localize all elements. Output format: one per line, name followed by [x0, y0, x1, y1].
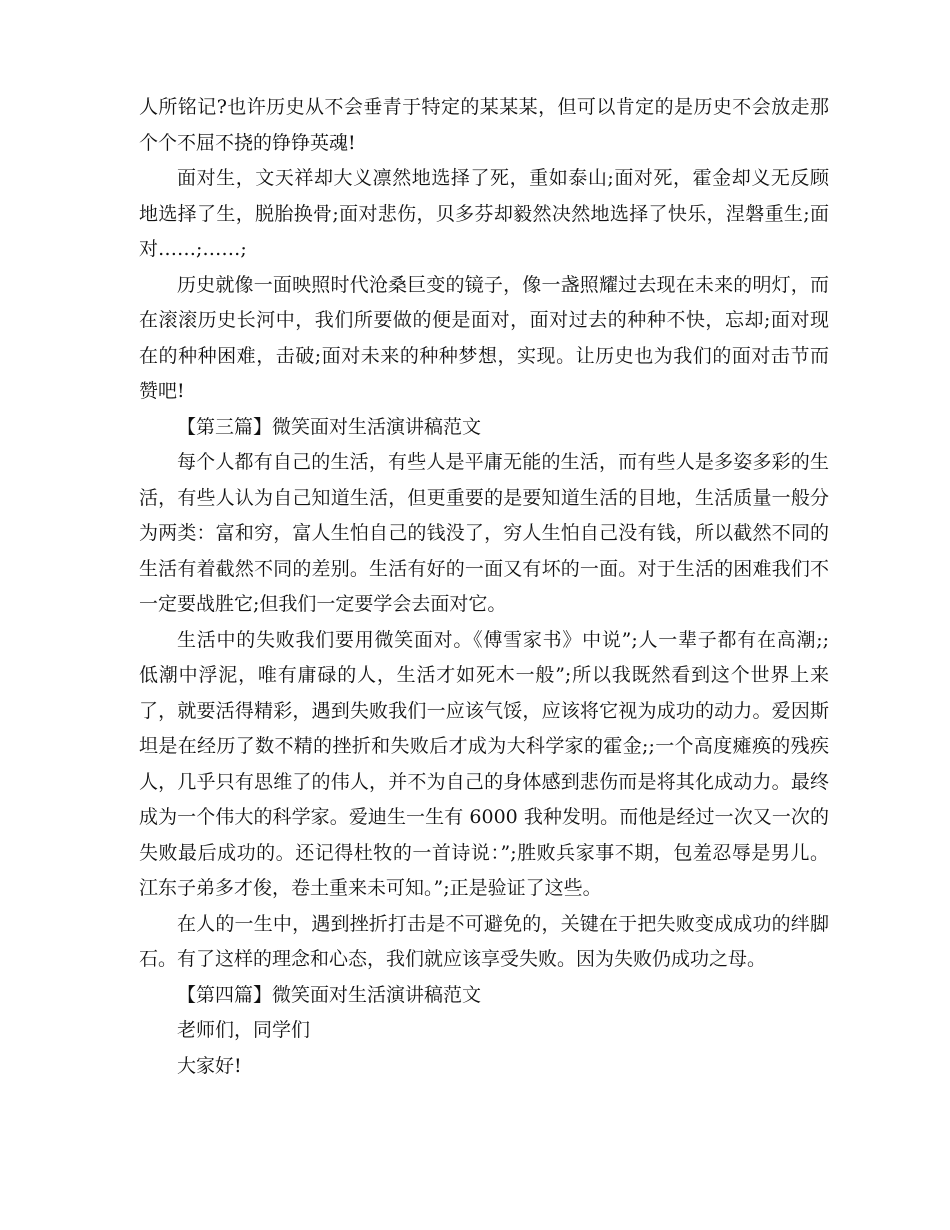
text-line: 低潮中浮泥，唯有庸碌的人，生活才如死木一般”;所以我既然看到这个世界上来	[139, 664, 829, 686]
text-line: 【第三篇】微笑面对生活演讲稿范文	[177, 415, 482, 438]
text-line: 生活有着截然不同的差别。生活有好的一面又有坏的一面。对于生活的困难我们不	[139, 557, 829, 580]
text-line: 了，就要活得精彩，遇到失败我们一应该气馁，应该将它视为成功的动力。爱因斯	[139, 699, 829, 722]
text-line: 每个人都有自己的生活，有些人是平庸无能的生活，而有些人是多姿多彩的生	[177, 451, 829, 473]
text-line: 一定要战胜它;但我们一定要学会去面对它。	[139, 593, 507, 615]
text-line: 面对生，文天祥却大义凛然地选择了死，重如泰山;面对死，霍金却义无反顾	[177, 167, 829, 189]
text-line: 赞吧!	[139, 380, 185, 402]
text-line: 在的种种困难，击破;面对未来的种种梦想，实现。让历史也为我们的面对击节而	[139, 344, 829, 367]
text-line: 坦是在经历了数不精的挫折和失败后才成为大科学家的霍金;;一个高度瘫痪的残疾	[139, 735, 829, 757]
text-line: 生活中的失败我们要用微笑面对。《傅雪家书》中说”;人一辈子都有在高潮;;	[177, 628, 829, 651]
text-line: 【第四篇】微笑面对生活演讲稿范文	[177, 983, 482, 1006]
text-line: 为两类：富和穷，富人生怕自己的钱没了，穷人生怕自己没有钱，所以截然不同的	[139, 522, 829, 544]
text-line: 在人的一生中，遇到挫折打击是不可避免的，关键在于把失败变成成功的绊脚	[177, 912, 829, 935]
text-line: 石。有了这样的理念和心态，我们就应该享受失败。因为失败仍成功之母。	[139, 948, 767, 970]
text-line: 大家好!	[177, 1054, 242, 1077]
text-line: 地选择了生，脱胎换骨;面对悲伤，贝多芬却毅然决然地选择了快乐，涅磐重生;面	[139, 202, 829, 225]
text-line: 成为一个伟大的科学家。爱迪生一生有 6000 我种发明。而他是经过一次又一次的	[139, 806, 829, 828]
text-line: 老师们，同学们	[177, 1019, 311, 1041]
text-line: 历史就像一面映照时代沧桑巨变的镜子，像一盏照耀过去现在未来的明灯，而	[177, 273, 829, 296]
text-line: 人所铭记?也许历史从不会垂青于特定的某某某，但可以肯定的是历史不会放走那	[139, 96, 829, 118]
text-line: 个个不屈不挠的铮铮英魂!	[139, 131, 356, 154]
text-line: 对……;……;	[139, 238, 247, 260]
document-body	[139, 90, 829, 1084]
text-line: 在滚滚历史长河中，我们所要做的便是面对，面对过去的种种不快，忘却;面对现	[139, 309, 829, 331]
text-line: 人，几乎只有思维了的伟人，并不为自己的身体感到悲伤而是将其化成动力。最终	[139, 770, 829, 793]
text-line: 失败最后成功的。还记得杜牧的一首诗说：”;胜败兵家事不期，包羞忍辱是男儿。	[139, 841, 829, 864]
text-line: 活，有些人认为自己知道生活，但更重要的是要知道生活的目地，生活质量一般分	[139, 486, 829, 509]
text-line: 江东子弟多才俊，卷土重来未可知。”;正是验证了这些。	[139, 877, 602, 899]
